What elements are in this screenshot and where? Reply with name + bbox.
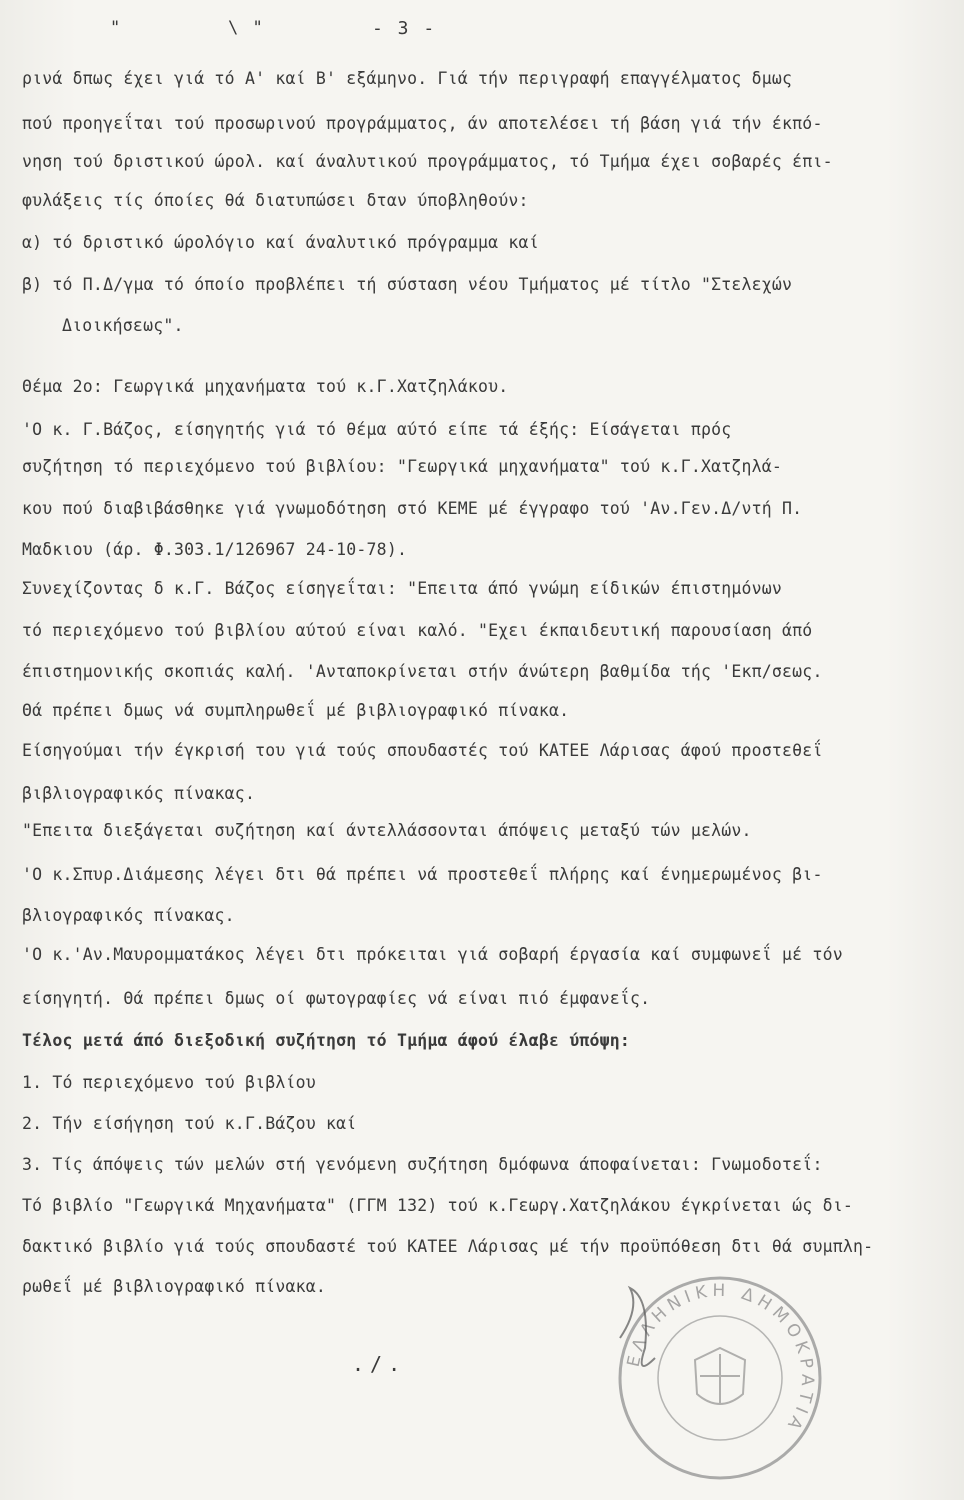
text-line: "Επειτα διεξάγεται συζήτηση καί άντελλάσσονται άπόψεις μεταξύ τών μελών. bbox=[22, 821, 752, 840]
header-mark-mid: \ " bbox=[228, 18, 265, 38]
numbered-item-3: 3. Τίς άπόψεις τών μελών στή γενόμενη συζήτηση δμόφωνα άποφαίνεται: Γνωμοδοτεΐ: bbox=[22, 1155, 823, 1174]
header-mark-left: " bbox=[110, 18, 123, 38]
text-line: Τό βιβλίο "Γεωργικά Μηχανήματα" (ΓΓΜ 132) τού κ.Γεωργ.Χατζηλάκου έγκρίνεται ώς δι- bbox=[22, 1196, 853, 1215]
text-line: βιβλιογραφικός πίνακας. bbox=[22, 784, 256, 803]
text-line: Είσηγούμαι τήν έγκρισή του γιά τούς σπουδαστές τού ΚΑΤΕΕ Λάρισας άφού προστεθεΐ bbox=[22, 741, 823, 760]
coat-of-arms-icon bbox=[695, 1348, 745, 1404]
text-line: κου πού διαβιβάσθηκε γιά γνωμοδότηση στό ΚΕΜΕ μέ έγγραφο τού 'Αν.Γεν.Δ/ντή Π. bbox=[22, 499, 803, 518]
numbered-item-2: 2. Τήν είσήγηση τού κ.Γ.Βάζου καί bbox=[22, 1114, 357, 1133]
text-line: πού προηγεΐται τού προσωρινού προγράμματος, άν αποτελέσει τή βάση γιά τήν έκπό- bbox=[22, 114, 823, 133]
text-line: 'Ο κ. Γ.Βάζος, είσηγητής γιά τό θέμα αύτό είπε τά έξής: Είσάγεται πρός bbox=[22, 420, 732, 439]
text-line: Συνεχίζοντας δ κ.Γ. Βάζος είσηγεΐται: "Επειτα άπό γνώμη είδικών έπιστημόνων bbox=[22, 579, 783, 598]
continuation-mark: ./. bbox=[352, 1352, 407, 1376]
text-line: 'Ο κ.Σπυρ.Διάμεσης λέγει δτι θά πρέπει νά προστεθεΐ πλήρης καί ένημερωμένος βι- bbox=[22, 865, 823, 884]
text-line: Μαδκιου (άρ. Φ.303.1/126967 24-10-78). bbox=[22, 540, 408, 559]
page-number: - 3 - bbox=[372, 18, 437, 39]
text-line: ρωθεΐ μέ βιβλιογραφικό πίνακα. bbox=[22, 1277, 327, 1296]
text-line: συζήτηση τό περιεχόμενο τού βιβλίου: "Γεωργικά μηχανήματα" τού κ.Γ.Χατζηλά- bbox=[22, 457, 783, 476]
text-line: Θά πρέπει δμως νά συμπληρωθεΐ μέ βιβλιογραφικό πίνακα. bbox=[22, 701, 570, 720]
text-line: νηση τού δριστικού ώρολ. καί άναλυτικού προγράμματος, τό Τμήμα έχει σοβαρές έπι- bbox=[22, 152, 833, 171]
text-line: 'Ο κ.'Αν.Μαυρομματάκος λέγει δτι πρόκειται γιά σοβαρή έργασία καί συμφωνεΐ μέ τόν bbox=[22, 945, 843, 964]
list-item-b: β) τό Π.Δ/γμα τό όποίο προβλέπει τή σύσταση νέου Τμήματος μέ τίτλο "Στελεχών bbox=[22, 275, 793, 294]
section-heading: Θέμα 2ο: Γεωργικά μηχανήματα τού κ.Γ.Χατζηλάκου. bbox=[22, 377, 509, 396]
text-line: φυλάξεις τίς όποίες θά διατυπώσει δταν ύποβληθούν: bbox=[22, 191, 529, 210]
text-line: έπιστημονικής σκοπιάς καλή. 'Ανταποκρίνεται στήν άνώτερη βαθμίδα τής 'Εκπ/σεως. bbox=[22, 662, 823, 681]
text-line: δακτικό βιβλίο γιά τούς σπουδαστέ τού ΚΑΤΕΕ Λάρισας μέ τήν προϋπόθεση δτι θά συμπλη- bbox=[22, 1237, 874, 1256]
numbered-item-1: 1. Τό περιεχόμενο τού βιβλίου bbox=[22, 1073, 316, 1092]
text-line: βλιογραφικός πίνακας. bbox=[22, 906, 235, 925]
official-seal-stamp bbox=[610, 1268, 830, 1488]
text-line: ρινά δπως έχει γιά τό Α' καί Β' εξάμηνο. Γιά τήν περιγραφή επαγγέλματος δμως bbox=[22, 69, 793, 88]
text-line: είσηγητή. Θά πρέπει δμως οί φωτογραφίες νά είναι πιό έμφανεΐς. bbox=[22, 989, 651, 1008]
list-item-a: α) τό δριστικό ώρολόγιο καί άναλυτικό πρόγραμμα καί bbox=[22, 233, 539, 252]
text-line: Τέλος μετά άπό διεξοδική συζήτηση τό Τμήμα άφού έλαβε ύπόψη: bbox=[22, 1031, 631, 1050]
svg-text:ΕΛΛΗΝΙΚΗ ΔΗΜΟΚΡΑΤΙΑ: ΕΛΛΗΝΙΚΗ ΔΗΜΟΚΡΑΤΙΑ bbox=[623, 1280, 818, 1437]
text-line: τό περιεχόμενο τού βιβλίου αύτού είναι καλό. "Εχει έκπαιδευτική παρουσίαση άπό bbox=[22, 621, 813, 640]
text-line: Διοικήσεως". bbox=[62, 316, 184, 335]
